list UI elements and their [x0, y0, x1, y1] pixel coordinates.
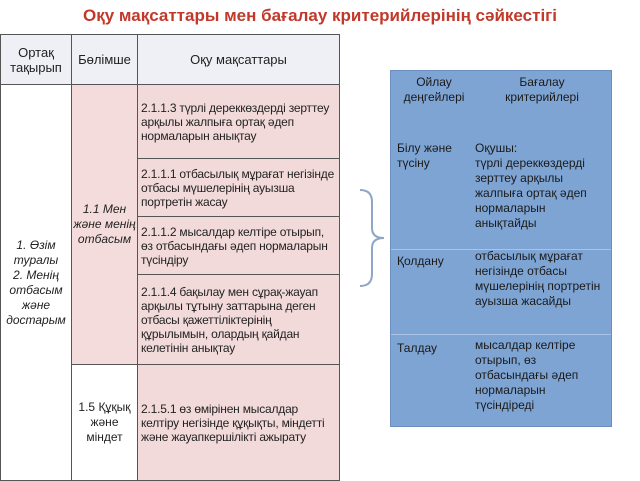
- criteria-lead: Оқушы:: [475, 141, 518, 155]
- topic-line-2: 2. Менің отбасым және достарым: [6, 267, 66, 327]
- level-label: Қолдану: [397, 254, 444, 268]
- section-cell-1: [72, 85, 138, 365]
- section-cell-2: [72, 365, 138, 481]
- page-title: Оқу мақсаттары мен бағалау критерийлерінің сәйкестігі: [83, 6, 557, 25]
- level-label: Білу және түсіну: [397, 141, 452, 170]
- criteria-text: түрлі дереккөздерді зерттеу арқылы жалпыға ортақ әдеп нормаларын анықтайды: [475, 156, 587, 230]
- panel-header-levels: Ойлау деңгейлері: [403, 75, 465, 104]
- header-section: Бөлімше: [72, 35, 138, 85]
- level-label: Талдау: [397, 341, 438, 355]
- panel-header-criteria: Бағалау критерийлері: [505, 75, 579, 104]
- topic-cell: [1, 85, 72, 481]
- criteria-panel: [390, 70, 612, 427]
- objective-cell: 2.1.1.2 мысалдар келтіре отырып, өз отбасындағы әдеп нормаларын түсіндіру: [138, 217, 340, 275]
- header-topic: Ортақ тақырып: [1, 35, 72, 85]
- section-label-2: 1.5 Құқық және міндет: [78, 400, 131, 444]
- criteria-text: мысалдар келтіре отырып, өз отбасындағы әдеп нормаларын түсіндіреді: [475, 338, 579, 412]
- header-objectives: Оқу мақсаттары: [138, 35, 340, 85]
- brace-icon: [356, 188, 390, 288]
- section-label-1: 1.1 Мен және менің отбасым: [73, 202, 136, 246]
- objective-cell: 2.1.1.3 түрлі дереккөздерді зерттеу арқылы жалпыға ортақ әдеп нормаларын анықтау: [138, 85, 340, 159]
- criteria-text: отбасылық мұрағат негізінде отбасы мүшелерінің портретін ауызша жасайды: [475, 249, 601, 308]
- objectives-table: [0, 34, 340, 481]
- objective-cell: 2.1.1.1 отбасылық мұрағат негізінде отбасы мүшелерінің ауызша портретін жасау: [138, 159, 340, 217]
- topic-line-1: 1. Өзім туралы: [13, 237, 59, 267]
- objective-cell: 2.1.1.4 бақылау мен сұрақ-жауап арқылы тұтыну заттарына деген отбасы қажеттіліктерінің құрылымын, олардың қайдан келетінін анықтау: [138, 275, 340, 365]
- objective-cell: 2.1.5.1 өз өмірінен мысалдар келтіру негізінде құқықты, міндетті және жауапкершілікті ажырату: [138, 365, 340, 481]
